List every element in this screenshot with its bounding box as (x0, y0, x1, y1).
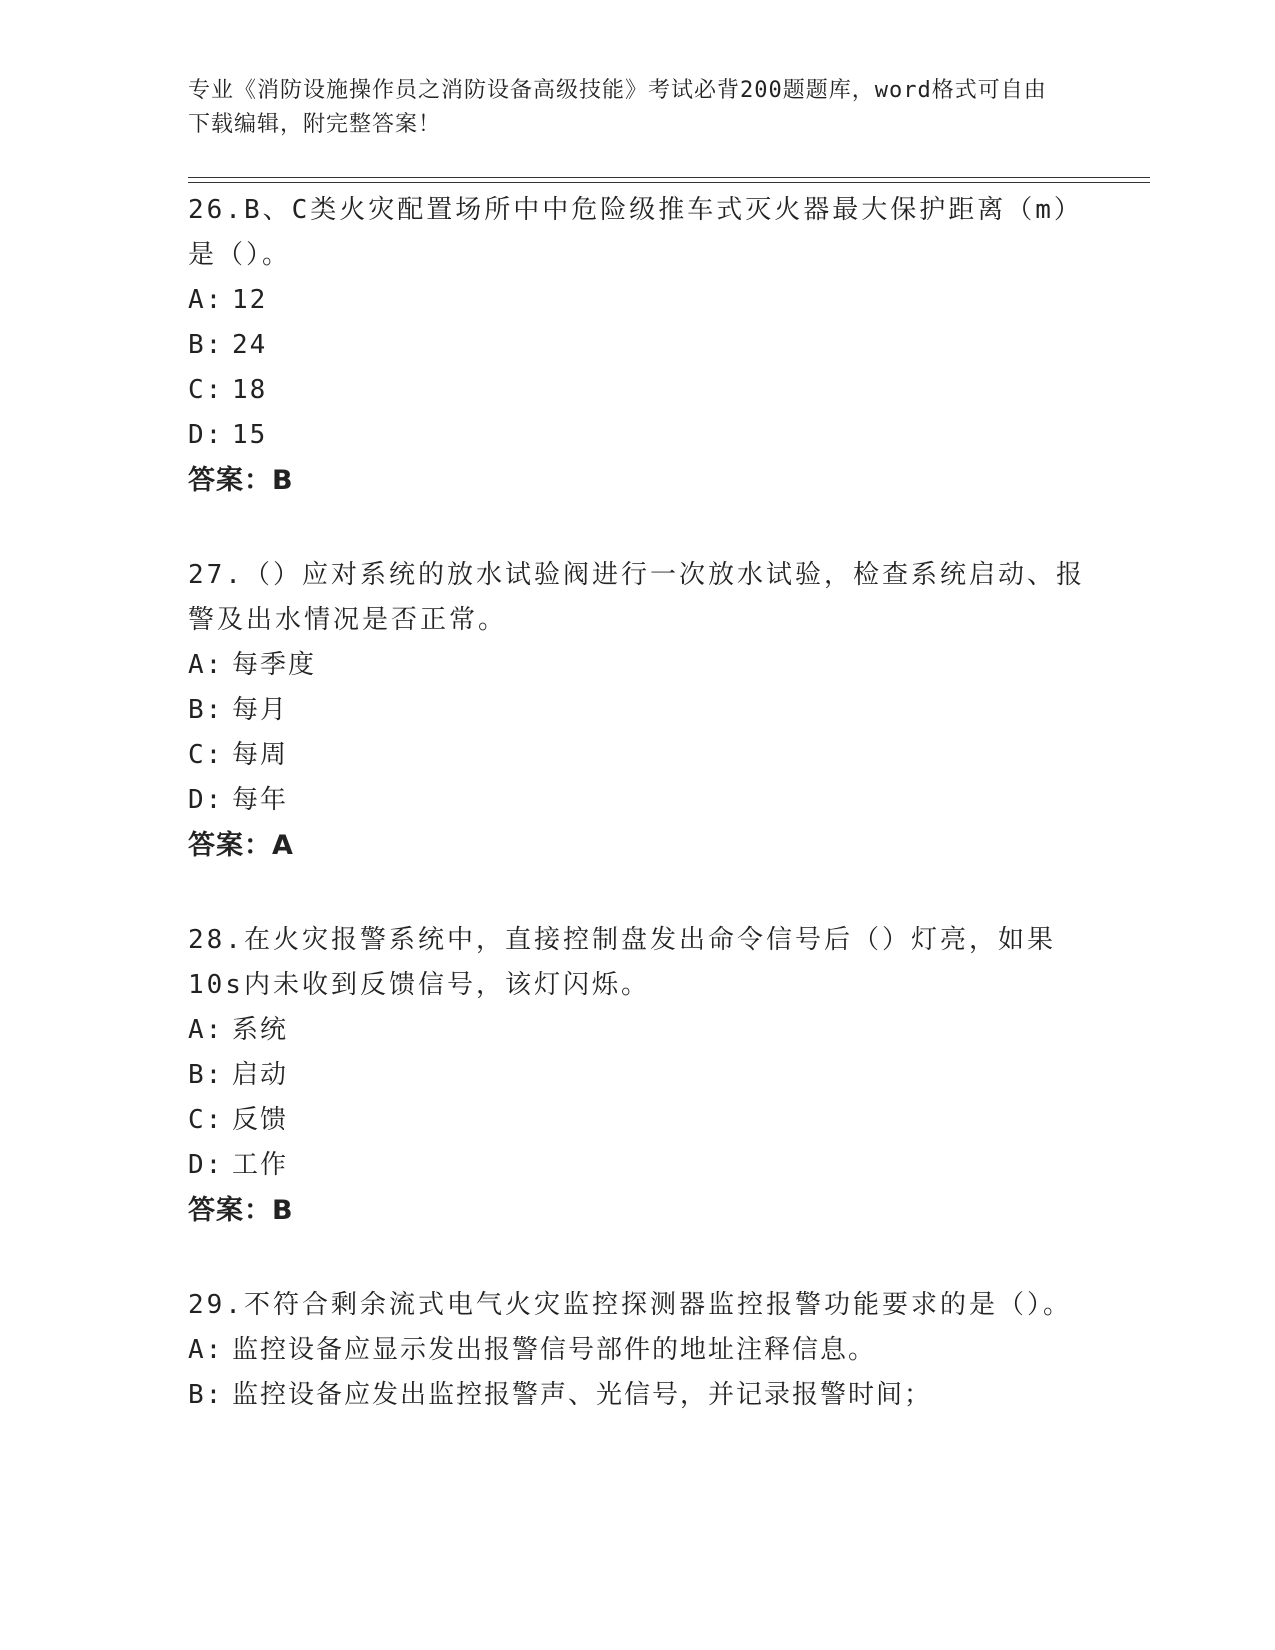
option-text: 反馈 (232, 1105, 289, 1135)
question-stem: 29.不符合剩余流式电气火灾监控探测器监控报警功能要求的是（）。 (188, 1290, 1072, 1320)
option-key: A: (188, 285, 224, 315)
option-b (188, 1373, 1088, 1418)
question-27 (188, 553, 1088, 868)
option-d (188, 778, 1088, 823)
option-key: A: (188, 1015, 224, 1045)
option-key: A: (188, 650, 224, 680)
header-divider-bottom (188, 182, 1150, 183)
option-c (188, 368, 1088, 413)
option-a (188, 1008, 1088, 1053)
option-text: 每季度 (232, 650, 317, 680)
option-key: D: (188, 785, 224, 815)
option-key: B: (188, 1060, 224, 1090)
option-key: C: (188, 740, 224, 770)
option-key: B: (188, 330, 224, 360)
option-key: C: (188, 1105, 224, 1135)
option-text: 监控设备应发出监控报警声、光信号，并记录报警时间； (232, 1380, 933, 1410)
question-28 (188, 918, 1088, 1233)
question-26 (188, 188, 1088, 503)
option-text: 每月 (232, 695, 289, 725)
option-d (188, 413, 1088, 458)
question-29 (188, 1283, 1088, 1418)
option-b (188, 1053, 1088, 1098)
option-a (188, 643, 1088, 688)
question-stem: 26.B、C类火灾配置场所中中危险级推车式灭火器最大保护距离（m）是（）。 (188, 195, 1083, 270)
option-text: 启动 (232, 1060, 289, 1090)
option-text: 每周 (232, 740, 289, 770)
option-key: B: (188, 1380, 224, 1410)
option-b (188, 323, 1088, 368)
option-key: D: (188, 1150, 224, 1180)
answer-line: 答案：B (188, 465, 294, 496)
option-b (188, 688, 1088, 733)
option-a (188, 278, 1088, 323)
option-text: 18 (232, 375, 268, 405)
option-key: C: (188, 375, 224, 405)
question-stem: 28.在火灾报警系统中，直接控制盘发出命令信号后（）灯亮，如果10s内未收到反馈信号，该灯闪烁。 (188, 925, 1056, 1000)
option-text: 工作 (232, 1150, 289, 1180)
option-text: 系统 (232, 1015, 289, 1045)
option-text: 12 (232, 285, 268, 315)
option-text: 每年 (232, 785, 289, 815)
option-key: A: (188, 1335, 224, 1365)
option-c (188, 1098, 1088, 1143)
header-divider-top (188, 177, 1150, 178)
option-a (188, 1328, 1088, 1373)
option-text: 监控设备应显示发出报警信号部件的地址注释信息。 (232, 1335, 877, 1365)
option-text: 15 (232, 420, 268, 450)
document-header: 专业《消防设施操作员之消防设备高级技能》考试必背200题题库，word格式可自由下载编辑，附完整答案！ (188, 78, 1047, 137)
answer-line: 答案：B (188, 1195, 294, 1226)
option-key: B: (188, 695, 224, 725)
question-stem: 27.（）应对系统的放水试验阀进行一次放水试验，检查系统启动、报警及出水情况是否正常。 (188, 560, 1085, 635)
option-c (188, 733, 1088, 778)
option-key: D: (188, 420, 224, 450)
answer-line: 答案：A (188, 830, 294, 861)
option-text: 24 (232, 330, 268, 360)
option-d (188, 1143, 1088, 1188)
